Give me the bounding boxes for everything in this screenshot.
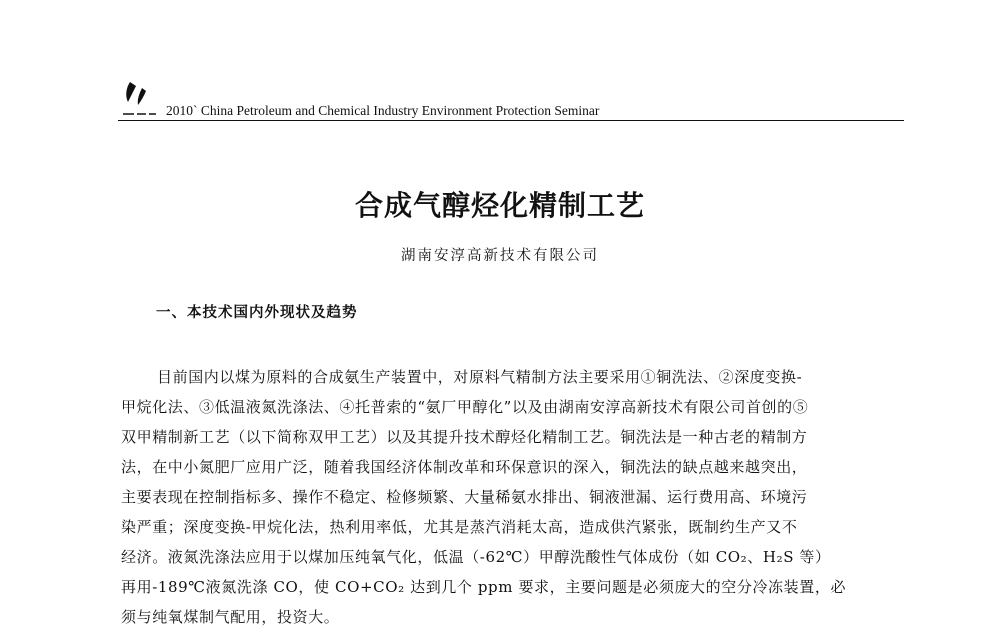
paragraph-line: 甲烷化法、③低温液氮洗涤法、④托普索的“氨厂甲醇化”以及由湖南安淳高新技术有限公司首创的⑤ [121, 398, 809, 416]
seminar-header-text: 2010` China Petroleum and Chemical Industry Environment Protection Seminar [166, 103, 600, 118]
running-header [118, 78, 904, 122]
seminar-logo-icon [122, 78, 158, 118]
paragraph-line: 双甲精制新工艺（以下简称双甲工艺）以及其提升技术醇烃化精制工艺。铜洗法是一种古老的精制方 [121, 428, 808, 446]
paragraph-line: 染严重；深度变换-甲烷化法，热利用率低，尤其是蒸汽消耗太高，造成供汽紧张，既制约生产又不 [121, 518, 798, 536]
paragraph-line: 目前国内以煤为原料的合成氨生产装置中，对原料气精制方法主要采用①铜洗法、②深度变换- [157, 368, 803, 386]
author-affiliation: 湖南安淳高新技术有限公司 [401, 248, 599, 264]
paragraph-line: 再用-189℃液氮洗涤 CO，使 CO+CO₂ 达到几个 ppm 要求，主要问题是必须庞大的空分冷冻装置，必 [121, 578, 847, 596]
paragraph-line: 须与纯氧煤制气配用，投资大。 [121, 608, 340, 626]
body-paragraph [121, 362, 907, 632]
paper-title: 合成气醇烃化精制工艺 [354, 189, 645, 222]
paragraph-line: 主要表现在控制指标多、操作不稳定、检修频繁、大量稀氨水排出、铜液泄漏、运行费用高、环境污 [121, 488, 808, 506]
header-rule [118, 120, 904, 121]
paragraph-line: 经济。液氮洗涤法应用于以煤加压纯氧气化，低温（-62℃）甲醇洗酸性气体成份（如 CO₂、H₂S 等） [121, 548, 831, 566]
paragraph-line: 法，在中小氮肥厂应用广泛，随着我国经济体制改革和环保意识的深入，铜洗法的缺点越来越突出， [121, 458, 808, 476]
section-heading: 一、本技术国内外现状及趋势 [156, 305, 358, 321]
